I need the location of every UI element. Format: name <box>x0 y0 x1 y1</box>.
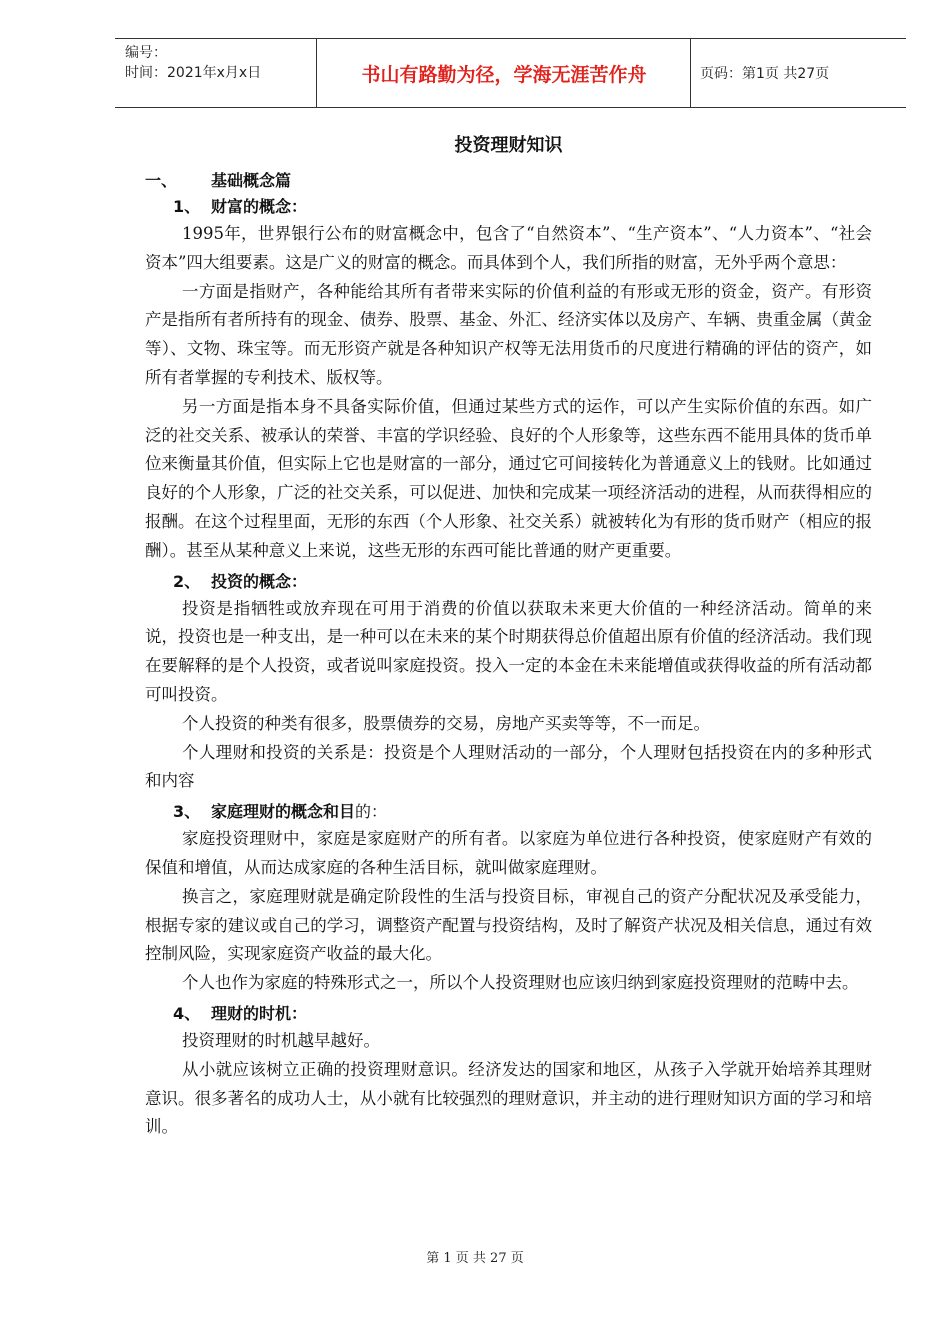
code-label: 编号： <box>125 45 167 61</box>
section-title-tail: 的： <box>355 802 388 822</box>
body-paragraph: 家庭投资理财中，家庭是家庭财产的所有者。以家庭为单位进行各种投资，使家庭财产有效的保值和增值，从而达成家庭的各种生活目标，就叫做家庭理财。 <box>145 829 872 877</box>
section-heading <box>145 1001 872 1027</box>
section-heading <box>145 194 872 220</box>
section-title: 理财的时机： <box>211 1003 308 1023</box>
body-paragraph: 另一方面是指本身不具备实际价值，但通过某些方式的运作，可以产生实际价值的东西。如广泛的社交关系、被承认的荣誉、丰富的学识经验、良好的个人形象等，这些东西不能用具体的货币单位来衡量其价值，但实际上它也是财富的一部分，通过它可间接转化为普通意义上的钱财。比如通过良好的个人形象，广泛的社交关系，可以促进、加快和完成某一项经济活动的进程，从而获得相应的报酬。在这个过程里面，无形的东西（个人形象、社交关系）就被转化为有形的货币财产（相应的报酬）。甚至从某种意义上来说，这些无形的东西可能比普通的财产更重要。 <box>145 396 872 560</box>
body-paragraph: 换言之，家庭理财就是确定阶段性的生活与投资目标，审视自己的资产分配状况及承受能力，根据专家的建议或自己的学习，调整资产配置与投资结构，及时了解资产状况及相关信息，通过有效控制风险，实现家庭资产收益的最大化。 <box>145 886 872 964</box>
page-footer: 第 1 页 共 27 页 <box>426 1251 524 1266</box>
chapter-heading <box>145 168 872 194</box>
body-paragraph: 个人投资的种类有很多，股票债券的交易，房地产买卖等等，不一而足。 <box>182 713 710 733</box>
document-body <box>145 133 872 1142</box>
section-title: 财富的概念： <box>211 197 308 216</box>
section-number: 3、 <box>173 802 201 822</box>
section-heading <box>145 569 872 595</box>
body-paragraph: 一方面是指财产，各种能给其所有者带来实际的价值利益的有形或无形的资金，资产。有形资产是指所有者所持有的现金、债券、股票、基金、外汇、经济实体以及房产、车辆、贵重金属（黄金等）、文物、珠宝等。而无形资产就是各种知识产权等无法用货币的尺度进行精确的评估的资产，如所有者掌握的专利技术、版权等。 <box>145 281 872 387</box>
chapter-number: 一、 <box>145 171 178 190</box>
page-header <box>115 38 906 108</box>
body-paragraph: 从小就应该树立正确的投资理财意识。经济发达的国家和地区，从孩子入学就开始培养其理财意识。很多著名的成功人士，从小就有比较强烈的理财意识，并主动的进行理财知识方面的学习和培训。 <box>145 1059 872 1137</box>
header-motto: 书山有路勤为径，学海无涯苦作舟 <box>361 63 647 86</box>
section-title: 投资的概念： <box>211 571 308 591</box>
sections-container <box>145 194 872 1142</box>
section-number: 2、 <box>173 571 201 591</box>
body-paragraph: 投资是指牺牲或放弃现在可用于消费的价值以获取未来更大价值的一种经济活动。简单的来说，投资也是一种支出，是一种可以在未来的某个时期获得总价值超出原有价值的经济活动。我们现在要解释的是个人投资，或者说叫家庭投资。投入一定的本金在未来能增值或获得收益的所有活动都可叫投资。 <box>145 598 872 704</box>
body-paragraph: 个人理财和投资的关系是：投资是个人理财活动的一部分，个人理财包括投资在内的多种形式和内容 <box>145 742 872 791</box>
body-paragraph: 1995年，世界银行公布的财富概念中，包含了“自然资本”、“生产资本”、“人力资本”、“社会资本”四大组要素。这是广义的财富的概念。而具体到个人，我们所指的财富，无外乎两个意思： <box>145 224 872 272</box>
section-number: 1、 <box>173 197 201 216</box>
body-paragraph: 投资理财的时机越早越好。 <box>182 1030 380 1050</box>
section-number: 4、 <box>173 1003 201 1023</box>
section-title: 家庭理财的概念和目 <box>211 802 356 822</box>
time-label: 时间：2021年x月x日 <box>125 65 262 81</box>
header-page-info: 页码：第1页 共27页 <box>700 66 830 82</box>
body-paragraph: 个人也作为家庭的特殊形式之一，所以个人投资理财也应该归纳到家庭投资理财的范畴中去。 <box>182 973 859 993</box>
header-meta <box>125 43 261 83</box>
chapter-title: 基础概念篇 <box>211 171 292 190</box>
section-heading <box>145 799 872 825</box>
document-title: 投资理财知识 <box>454 135 563 156</box>
